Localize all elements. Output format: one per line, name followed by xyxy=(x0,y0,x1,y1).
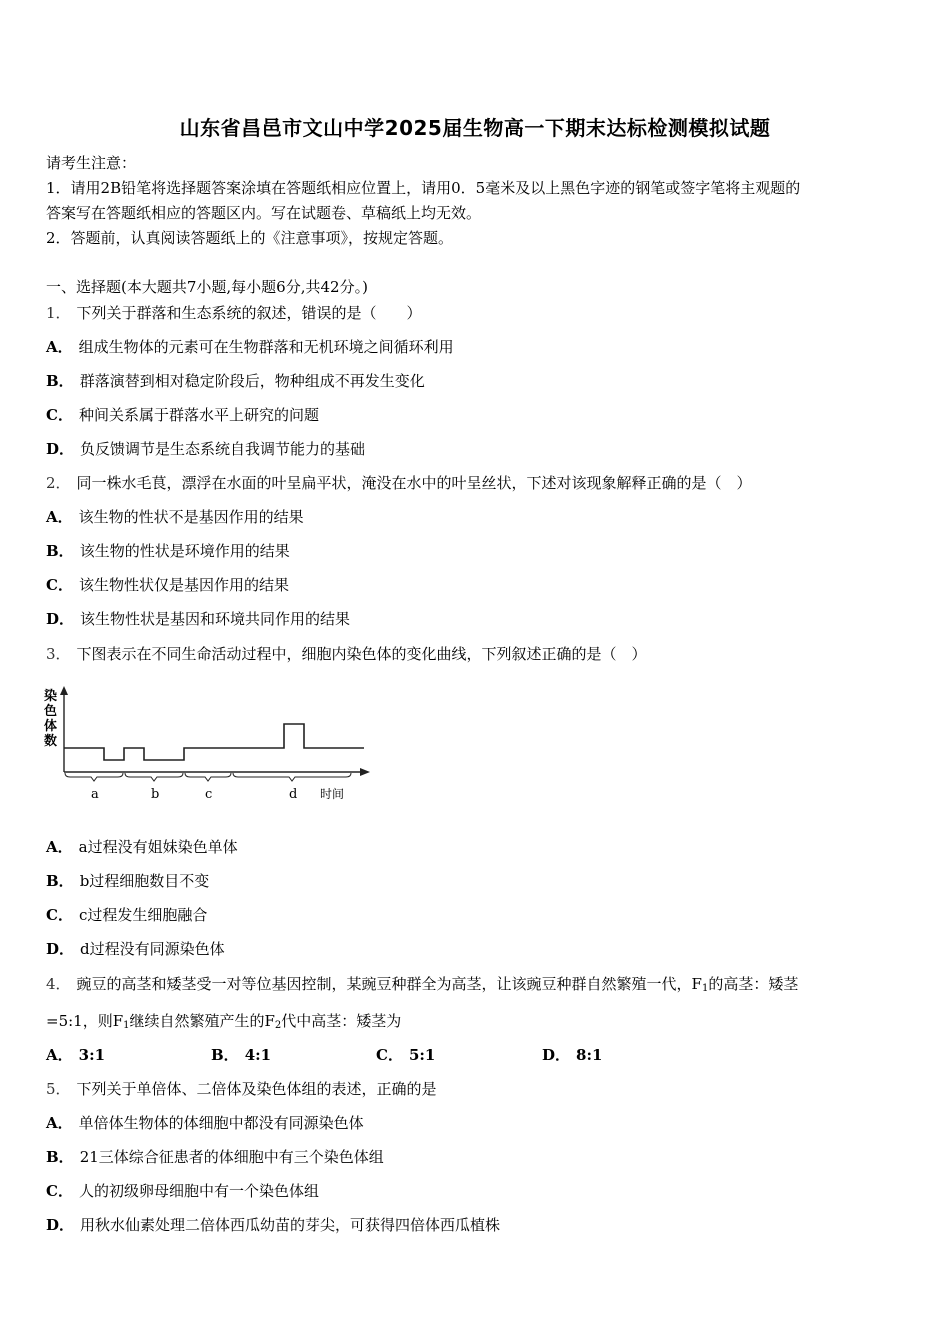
question-1-option-a xyxy=(46,336,454,357)
y-axis-label-char: 数 xyxy=(44,734,58,749)
option-text: 3:1 xyxy=(78,1046,106,1064)
option-label: A． xyxy=(46,1046,73,1064)
option-label: C． xyxy=(46,906,73,924)
question-4-option-b xyxy=(211,1044,277,1065)
question-3-option-c xyxy=(46,904,207,925)
segment-brace-c xyxy=(185,773,231,781)
question-2-stem xyxy=(46,472,752,493)
segment-label-b: b xyxy=(151,787,160,802)
question-2-option-d xyxy=(46,608,350,629)
option-label: C． xyxy=(376,1046,403,1064)
option-text: 人的初级卵母细胞中有一个染色体组 xyxy=(78,1182,319,1200)
y-axis-label-char: 色 xyxy=(44,704,58,719)
option-text: 群落演替到相对稳定阶段后，物种组成不再发生变化 xyxy=(79,372,425,390)
option-text: b过程细胞数目不变 xyxy=(79,872,210,890)
section-heading: 一、选择题(本大题共7小题,每小题6分,共42分。) xyxy=(46,278,368,296)
question-2-option-c xyxy=(46,574,289,595)
option-label: D． xyxy=(46,940,75,958)
option-label: D． xyxy=(46,440,75,458)
subscript: 1 xyxy=(123,1020,130,1031)
question-2-option-a xyxy=(46,506,304,527)
segment-label-d: d xyxy=(289,787,298,802)
option-text: 该生物的性状是环境作用的结果 xyxy=(79,542,290,560)
question-5-option-d xyxy=(46,1214,500,1235)
question-text: 代中高茎：矮茎为 xyxy=(281,1012,402,1030)
option-label: D． xyxy=(46,610,75,628)
question-1-option-c xyxy=(46,404,319,425)
segment-label-a: a xyxy=(91,787,99,802)
question-text: 的高茎：矮茎 xyxy=(708,975,799,993)
question-3-stem xyxy=(46,643,647,664)
option-label: D． xyxy=(46,1216,75,1234)
notice-heading: 请考生注意： xyxy=(46,154,137,172)
option-text: 负反馈调节是生态系统自我调节能力的基础 xyxy=(80,440,366,458)
question-4-option-c xyxy=(376,1044,441,1065)
question-number: 5． xyxy=(46,1080,71,1098)
question-text: 下列关于单倍体、二倍体及染色体组的表述，正确的是 xyxy=(76,1080,437,1098)
option-label: A． xyxy=(46,1114,73,1132)
option-text: 单倍体生物体的体细胞中都没有同源染色体 xyxy=(78,1114,364,1132)
x-axis-label: 时间 xyxy=(320,787,345,801)
y-axis-arrow xyxy=(60,686,68,695)
question-number: 1． xyxy=(46,304,71,322)
option-text: 该生物性状仅是基因作用的结果 xyxy=(78,576,289,594)
question-4-option-d xyxy=(542,1044,608,1065)
question-text: 同一株水毛茛，漂浮在水面的叶呈扁平状，淹没在水中的叶呈丝状，下述对该现象解释正确的是（ ） xyxy=(76,474,752,492)
option-label: A． xyxy=(46,838,73,856)
question-5-option-c xyxy=(46,1180,319,1201)
option-text: 21三体综合征患者的体细胞中有三个染色体组 xyxy=(79,1148,384,1166)
option-label: B． xyxy=(46,872,74,890)
option-text: a过程没有姐妹染色单体 xyxy=(78,838,238,856)
question-text: 继续自然繁殖产生的F xyxy=(129,1012,275,1030)
question-text: 下图表示在不同生命活动过程中，细胞内染色体的变化曲线，下列叙述正确的是（ ） xyxy=(76,645,647,663)
question-number: 2． xyxy=(46,474,71,492)
question-text: 豌豆的高茎和矮茎受一对等位基因控制，某豌豆种群全为高茎，让该豌豆种群自然繁殖一代，F xyxy=(76,975,702,993)
option-text: 组成生物体的元素可在生物群落和无机环境之间循环利用 xyxy=(78,338,454,356)
option-text: 该生物性状是基因和环境共同作用的结果 xyxy=(80,610,351,628)
question-2-option-b xyxy=(46,540,290,561)
question-5-option-a xyxy=(46,1112,364,1133)
option-label: B． xyxy=(46,1148,74,1166)
option-label: A． xyxy=(46,508,73,526)
option-label: B． xyxy=(46,372,74,390)
segment-label-c: c xyxy=(205,787,213,802)
y-axis-label xyxy=(44,688,57,749)
option-text: 该生物的性状不是基因作用的结果 xyxy=(78,508,304,526)
y-axis-label-char: 染 xyxy=(44,689,58,704)
option-text: c过程发生细胞融合 xyxy=(78,906,208,924)
segment-brace-a xyxy=(65,773,123,781)
question-4-stem-line-1 xyxy=(46,973,798,994)
option-label: C． xyxy=(46,1182,73,1200)
question-4-options xyxy=(46,1044,926,1064)
option-label: C． xyxy=(46,576,73,594)
y-axis-label-char: 体 xyxy=(44,719,58,734)
option-text: 8:1 xyxy=(576,1046,603,1064)
question-4-stem-line-2 xyxy=(46,1010,401,1031)
option-label: A． xyxy=(46,338,73,356)
option-label: B． xyxy=(211,1046,239,1064)
question-4-option-a xyxy=(46,1044,111,1065)
chromosome-chart xyxy=(42,686,372,808)
question-1-stem xyxy=(46,302,422,323)
x-axis-arrow xyxy=(360,768,370,776)
question-number: 4． xyxy=(46,975,71,993)
option-text: 4:1 xyxy=(244,1046,272,1064)
question-text: =5:1，则F xyxy=(46,1012,124,1030)
notice-item-1-line-2: 答案写在答题纸相应的答题区内。写在试题卷、草稿纸上均无效。 xyxy=(46,204,482,222)
question-5-option-b xyxy=(46,1146,384,1167)
page-title: 山东省昌邑市文山中学2025届生物高一下期末达标检测模拟试题 xyxy=(179,116,771,140)
question-3-option-d xyxy=(46,938,225,959)
notice-item-2: 2．答题前，认真阅读答题纸上的《注意事项》，按规定答题。 xyxy=(46,229,454,247)
question-1-option-b xyxy=(46,370,425,391)
chromosome-curve xyxy=(64,724,364,760)
subscript: 2 xyxy=(274,1020,282,1031)
question-3-option-b xyxy=(46,870,209,891)
question-5-stem xyxy=(46,1078,437,1099)
option-label: B． xyxy=(46,542,74,560)
option-text: 5:1 xyxy=(408,1046,436,1064)
question-1-option-d xyxy=(46,438,365,459)
option-text: 种间关系属于群落水平上研究的问题 xyxy=(78,406,319,424)
question-number: 3． xyxy=(46,645,71,663)
option-label: C． xyxy=(46,406,73,424)
subscript: 1 xyxy=(701,983,709,994)
option-label: D． xyxy=(542,1046,571,1064)
option-text: d过程没有同源染色体 xyxy=(80,940,225,958)
option-text: 用秋水仙素处理二倍体西瓜幼苗的芽尖，可获得四倍体西瓜植株 xyxy=(80,1216,501,1234)
question-text: 下列关于群落和生态系统的叙述，错误的是（ ） xyxy=(76,304,422,322)
segment-brace-b xyxy=(125,773,183,781)
question-3-option-a xyxy=(46,836,238,857)
segment-brace-d xyxy=(233,773,351,781)
notice-item-1-line-1: 1．请用2B铅笔将选择题答案涂填在答题纸相应位置上，请用0．5毫米及以上黑色字迹的钢笔或签字笔将主观题的 xyxy=(46,179,801,197)
